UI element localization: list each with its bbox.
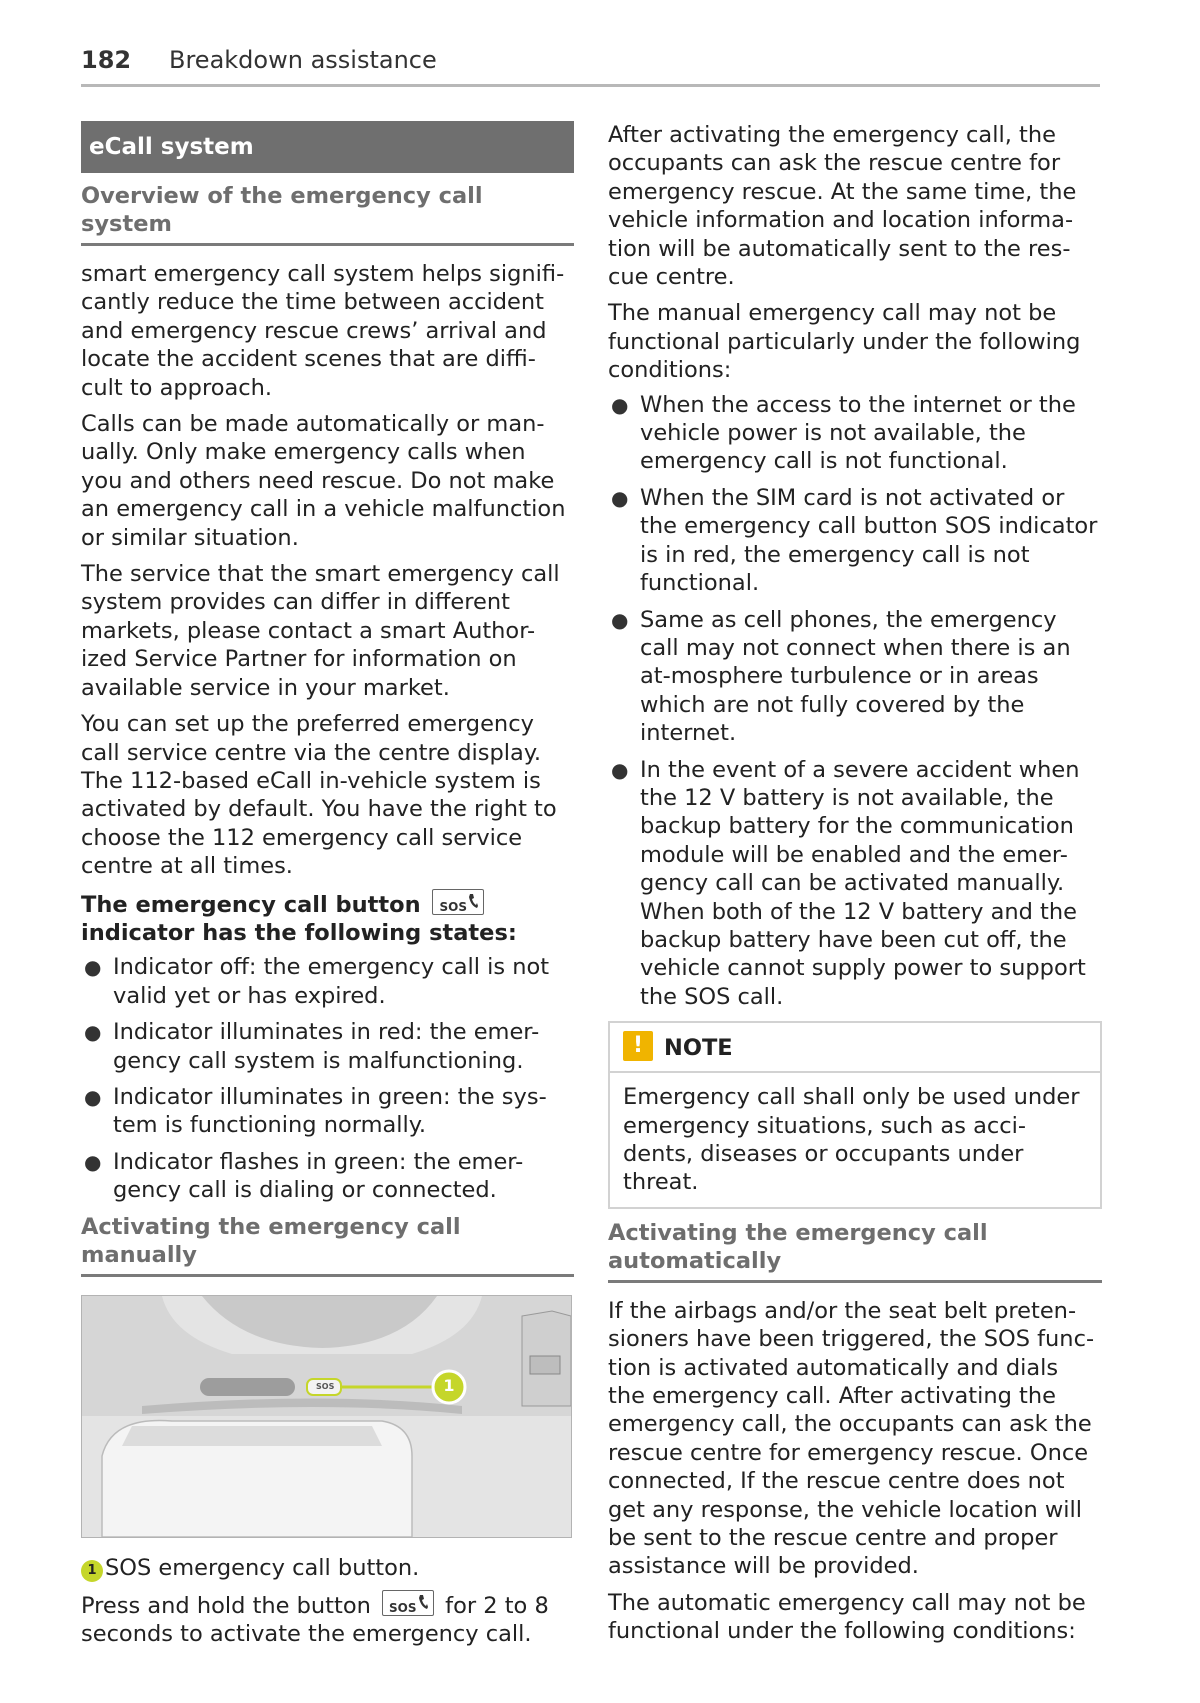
states-intro-after: indicator has the following states: [81,919,517,946]
legend-text: SOS emergency call button. [105,1554,420,1581]
bullet-icon: ● [611,392,629,417]
list-item: ● When the access to the internet or the vehicle power is not available, the emergency call is not functional. [611,391,1076,475]
states-intro-before: The emergency call button [81,891,421,918]
indicator-states-list [81,953,574,1204]
sos-button-icon [432,889,484,915]
list-item: ● Same as cell phones, the emergency call may not connect when there is an at-mosphere turbulence or in areas which are not fully covered by the internet. [611,606,1071,747]
left-column [81,121,574,1649]
setup-paragraph: You can set up the preferred emergency call service centre via the centre display. The 112-based eCall in-vehicle system is activated by default. You have the right to choose the 112 emergency call service centre at all times. [81,711,557,880]
automatic-activation-heading: Activating the emergency call automatically [608,1209,1102,1283]
list-item: ● When the SIM card is not activated or the emergency call button SOS indicator is in red, the emergency call is not functional. [611,484,1098,597]
calls-paragraph: Calls can be made automatically or man-ually. Only make emergency calls when you and others need rescue. Do not make an emergency call in a vehicle malfunction or similar situation. [81,411,566,551]
press-after-text: for 2 to 8 seconds to activate the emergency call. [81,1593,549,1648]
note-title: NOTE [664,1035,733,1062]
right-column [608,121,1102,1646]
figure-callout-number: 1 [443,1375,455,1395]
overview-paragraph: smart emergency call system helps signifi-cantly reduce the time between accident and emergency rescue crews’ arrival and locate the accident scenes that are diffi-cult to approach. [81,261,565,401]
conditions-list [608,391,1102,1012]
bullet-icon: ● [84,1020,102,1045]
sos-icon-label: SOS [439,899,467,914]
after-activation-paragraph: After activating the emergency call, the occupants can ask the rescue centre for emergency rescue. At the same time, the vehicle information and location informa-tion will be automatically sent to the res-cue centre. [608,122,1077,291]
page-header [81,44,1100,87]
bullet-icon: ● [611,485,629,510]
chapter-title: Breakdown assistance [169,46,437,74]
overview-heading: Overview of the emergency call system [81,173,574,246]
list-item: ● Indicator illuminates in red: the emer-gency call system is malfunctioning. [84,1019,540,1074]
note-body [610,1073,1100,1207]
page-number: 182 [81,46,132,74]
phone-icon [417,1594,429,1610]
note-box [608,1021,1102,1209]
states-intro [81,889,574,948]
figure-legend [81,1554,574,1582]
bullet-icon: ● [611,757,629,782]
manual-activation-heading: Activating the emergency call manually [81,1213,574,1277]
press-before-text: Press and hold the button [81,1593,371,1619]
manual-limitations-paragraph: The manual emergency call may not be functional particularly under the following conditions: [608,300,1081,384]
warning-icon: ! [623,1031,653,1061]
press-instruction [81,1590,574,1649]
sos-button-illustration [81,1295,572,1538]
phone-icon [467,893,479,909]
legend-marker: 1 [81,1560,103,1582]
bullet-icon: ● [611,607,629,632]
automatic-limitations-paragraph: The automatic emergency call may not be functional under the following conditions: [608,1589,1086,1645]
sos-icon-label: SOS [389,1601,417,1615]
list-item: ● Indicator flashes in green: the emer-gency call is dialing or connected. [84,1148,524,1204]
figure-button-label: SOS [316,1381,335,1391]
note-text: Emergency call shall only be used under emergency situations, such as acci-dents, diseases or occupants under threat. [623,1084,1080,1196]
section-title: eCall system [81,121,574,173]
list-item: ● Indicator off: the emergency call is not valid yet or has expired. [84,954,550,1009]
note-header [610,1023,1100,1073]
bullet-icon: ● [84,1084,102,1109]
service-paragraph: The service that the smart emergency call system provides can differ in different markets, please contact a smart Author-ized Service Partner for information on available service in your market. [81,561,560,701]
automatic-paragraph: If the airbags and/or the seat belt preten-sioners have been triggered, the SOS func-tion is activated automatically and dials the emergency call. After activating the emergency call, the occupants can ask the rescue centre for emergency rescue. Once connected, If the rescue centre does not get any response, the vehicle location will be sent to the rescue centre and proper assistance will be provided. [608,1297,1095,1580]
bullet-icon: ● [84,1149,102,1174]
list-item: ● In the event of a severe accident when the 12 V battery is not available, the backup battery for the communication module will be enabled and the emer-gency call can be activated manually. When both of the 12 V battery and the backup battery have been cut off, the vehicle cannot supply power to support the SOS call. [611,756,1086,1010]
dashboard-illustration [82,1296,571,1537]
bullet-icon: ● [84,955,102,980]
sos-button-icon [382,1590,434,1616]
list-item: ● Indicator illuminates in green: the sys-tem is functioning normally. [84,1083,547,1139]
